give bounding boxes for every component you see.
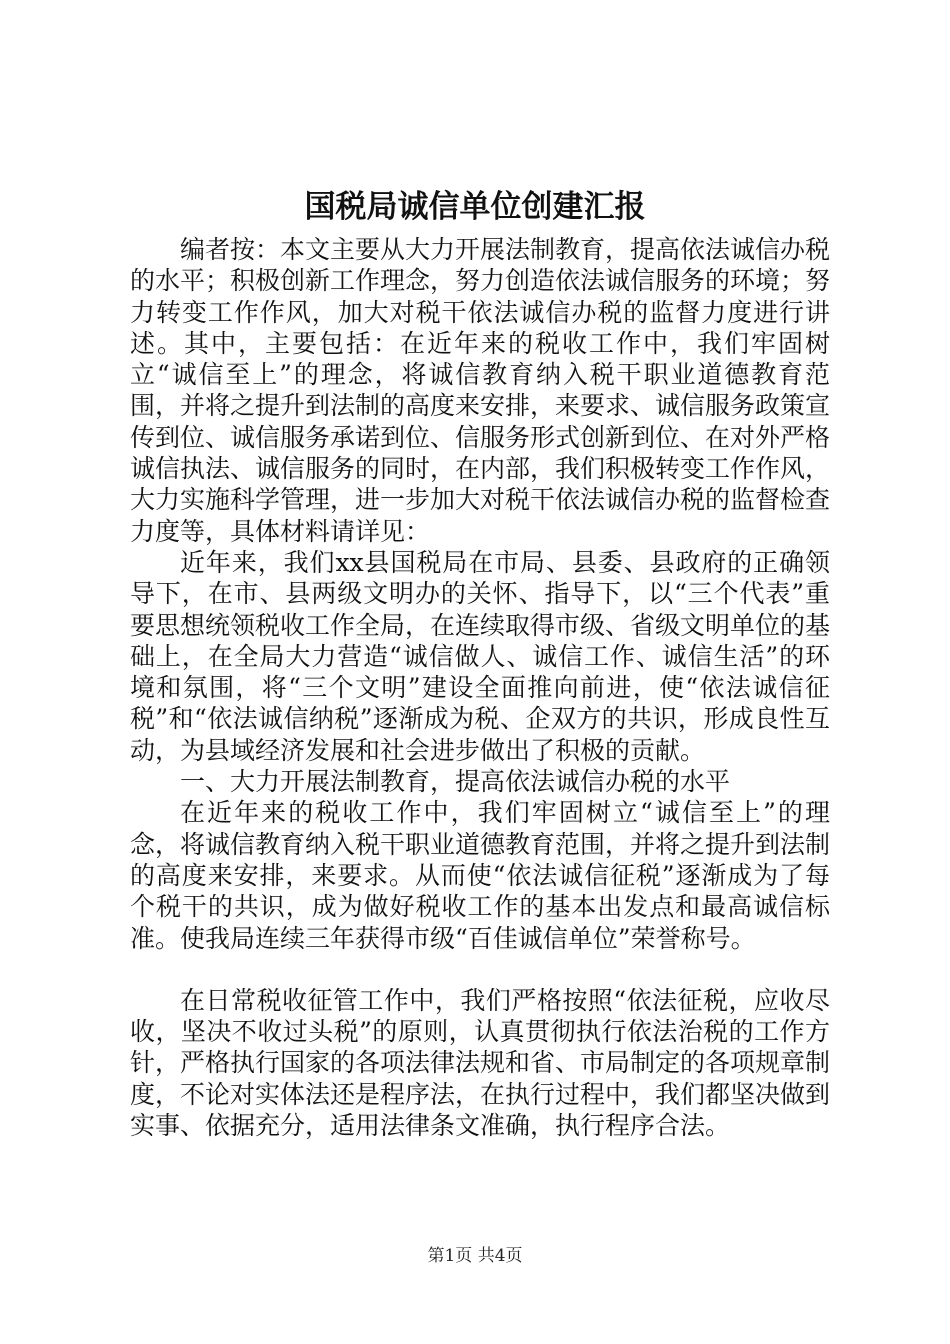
paragraph-spacer [130,954,830,985]
page-indicator: 第1页 共4页 [427,1246,523,1266]
document-body [130,234,830,1141]
document-title: 国税局诚信单位创建汇报 [304,189,646,225]
section-heading: 一、大力开展法制教育，提高依法诚信办税的水平 [180,767,731,797]
intro-paragraph: 近年来，我们xx县国税局在市局、县委、县政府的正确领导下，在市、县两级文明办的关怀、指导下，以“三个代表”重要思想统领税收工作全局，在连续取得市级、省级文明单位的基础上，在全局大力营造“诚信做人、诚信工作、诚信生活”的环境和氛围，将“三个文明”建设全面推向前进，使“依法诚信征税”和“依法诚信纳税”逐渐成为税、企双方的共识，形成良性互动，为县域经济发展和社会进步做出了积极的贡献。 [130,547,831,765]
section-paragraph: 在近年来的税收工作中，我们牢固树立“诚信至上”的理念，将诚信教育纳入税干职业道德教育范围，并将之提升到法制的高度来安排，来要求。从而使“依法诚信征税”逐渐成为了每个税干的共识，成为做好税收工作的基本出发点和最高诚信标准。使我局连续三年获得市级“百佳诚信单位”荣誉称号。 [130,798,831,953]
editor-note-paragraph: 编者按：本文主要从大力开展法制教育，提高依法诚信办税的水平；积极创新工作理念，努力创造依法诚信服务的环境；努力转变工作作风，加大对税干依法诚信办税的监督力度进行讲述。其中，主要包括：在近年来的税收工作中，我们牢固树立“诚信至上”的理念，将诚信教育纳入税干职业道德教育范围，并将之提升到法制的高度来安排，来要求、诚信服务政策宣传到位、诚信服务承诺到位、信服务形式创新到位、在对外严格诚信执法、诚信服务的同时，在内部，我们积极转变工作作风，大力实施科学管理，进一步加大对税干依法诚信办税的监督检查力度等，具体材料请详见： [130,235,831,546]
section-paragraph: 在日常税收征管工作中，我们严格按照“依法征税，应收尽收，坚决不收过头税”的原则，认真贯彻执行依法治税的工作方针，严格执行国家的各项法律法规和省、市局制定的各项规章制度，不论对实体法还是程序法，在执行过程中，我们都坚决做到实事、依据充分，适用法律条文准确，执行程序合法。 [130,985,831,1141]
